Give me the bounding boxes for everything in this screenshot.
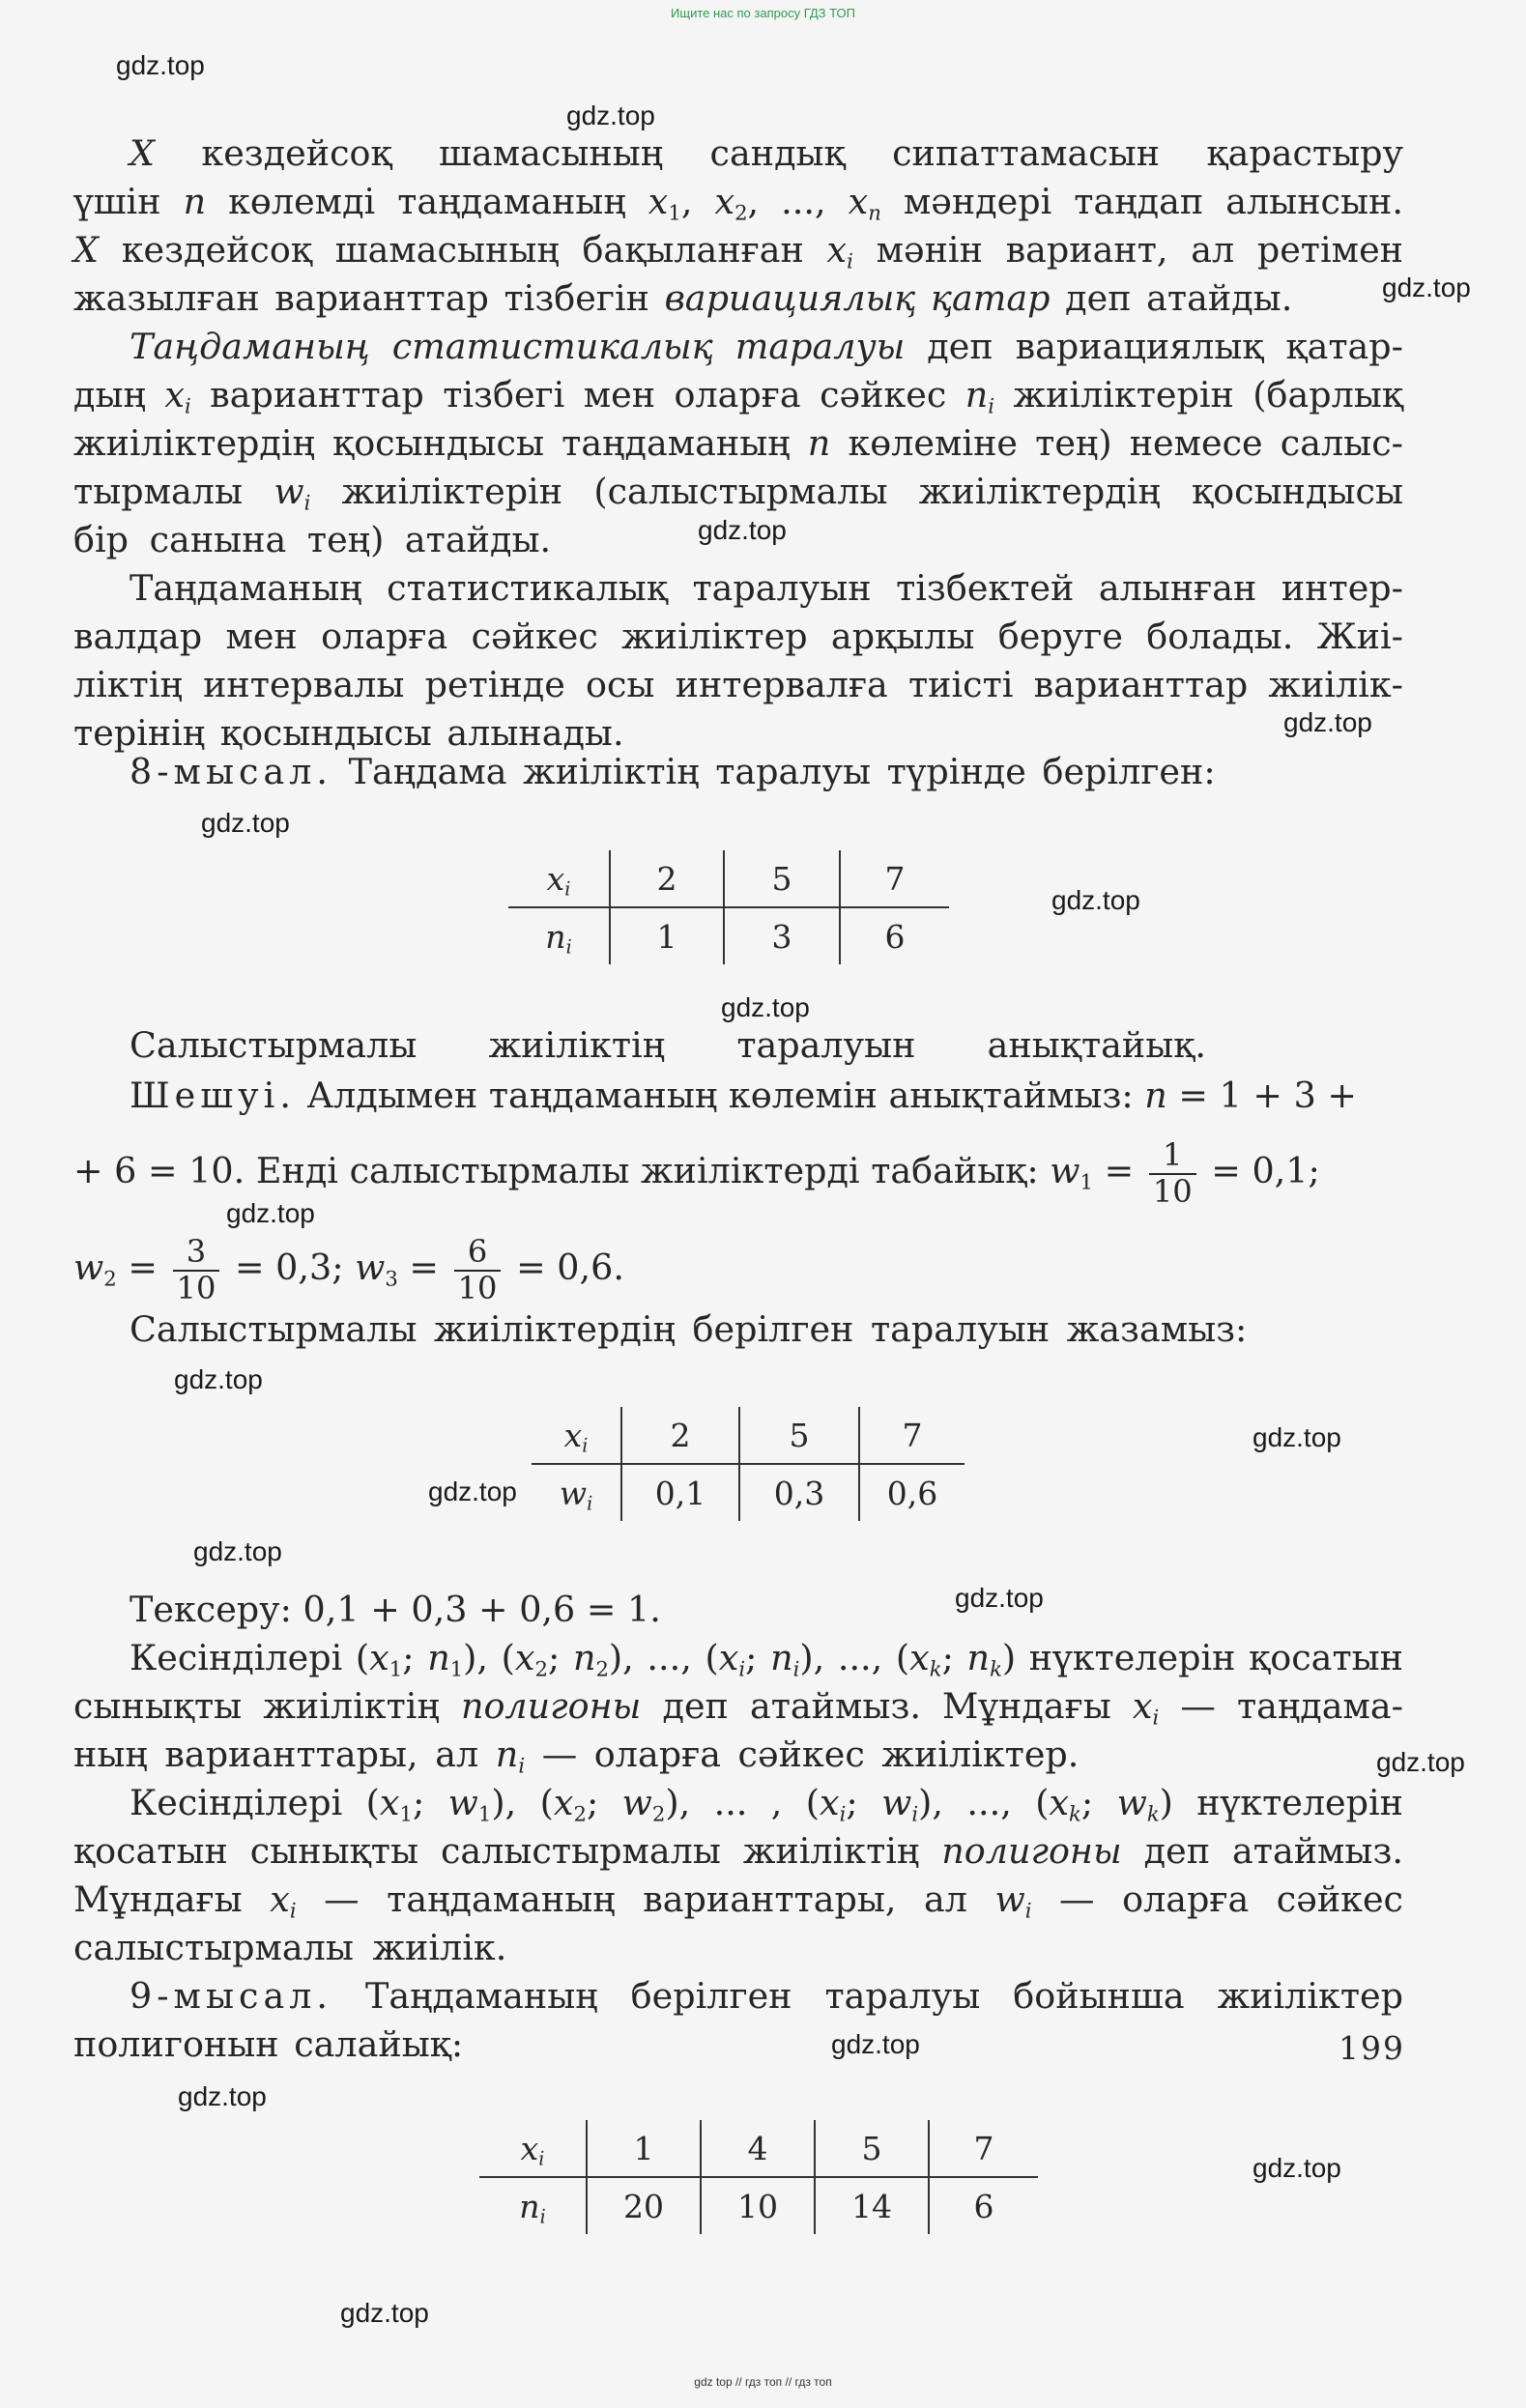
example8-heading: 8-мысал. Таңдама жиіліктің таралуы түрінде берілген: [130,751,1216,792]
table-cell: 1 [610,907,724,964]
para3-line3: ліктің интервалы ретінде осы интервалға тиісті варианттар жиілік- [73,664,1403,705]
table-cell: 0,1 [621,1464,739,1521]
table-cell: 5 [815,2120,929,2177]
table-head-cell: $n_i$ [508,907,610,964]
para2-line1: Таңдаманың статистикалық таралуы деп вариациялық қатар- [130,326,1403,367]
watermark: gdz.top [193,1536,282,1566]
example9-heading-line2: полигонын салайық: [73,2023,464,2065]
example9-heading: 9-мысал. Таңдаманың берілген таралуы бойынша жиіліктер [130,1975,1403,2017]
watermark: gdz.top [1252,2153,1341,2183]
watermark: gdz.top [721,992,810,1022]
bottom-banner: gdz top // гдз топ // гдз топ [694,2375,832,2389]
watermark: gdz.top [340,2298,429,2328]
example8-rel-table [532,1407,965,1521]
watermark: gdz.top [1051,885,1140,915]
para1-line1: X кездейсоқ шамасының сандық сипаттамасын қарастыру [130,132,1403,174]
para3-line1: Таңдаманың статистикалық таралуын тізбектей алынған интер- [130,567,1403,609]
para4-line2: сынықты жиіліктің полигоны деп атаймыз. Мұндағы $x_i$ — таңдама- [73,1685,1404,1730]
table-cell: 3 [724,907,840,964]
example8-table [508,850,949,964]
para2-line4: тырмалы $w_i$ жиіліктерін (салыстырмалы жиіліктердің қосындысы [73,471,1403,515]
table-head-cell: $n_i$ [479,2177,587,2234]
table-cell: 14 [815,2177,929,2234]
example8-task: Салыстырмалы жиіліктің таралуын анықтайық. [130,1024,1206,1066]
para5-line1: Кесінділері ($x_1$; $w_1$), ($x_2$; $w_2$), ... , ($x_i$; $w_i$), ..., ($x_k$; $w_k$) нүктелерін [130,1782,1404,1826]
table-cell: 6 [884,917,906,956]
watermark: gdz.top [201,808,290,838]
table-cell: 0,3 [739,1464,859,1521]
example8-rel-text: Салыстырмалы жиіліктердің берілген таралуын жазамыз: [130,1308,1248,1350]
table-cell: 10 [701,2177,815,2234]
para1-line4: жазылған варианттар тізбегін вариациялық қатар деп атайды. [73,277,1293,319]
watermark: gdz.top [116,50,205,80]
para3-line4: терінің қосындысы алынады. [73,712,624,754]
table-cell: 0,6 [886,1474,938,1512]
para5-line3: Мұндағы $x_i$ — таңдаманың варианттары, ал $w_i$ — оларға сәйкес [73,1878,1403,1923]
example8-solution-line3: $w_2$ = $\frac{3}{10}$ = 0,3; $w_3$ = $\frac{6}{10}$ = 0,6. [73,1232,624,1306]
table-head-cell: $x_i$ [532,1407,621,1464]
watermark: gdz.top [1283,707,1372,737]
top-banner: Ищите нас по запросу ГДЗ ТОП [671,6,855,20]
watermark: gdz.top [566,100,655,130]
table-cell: 2 [621,1407,739,1464]
watermark: gdz.top [174,1364,263,1394]
para2-line3: жиіліктердің қосындысы таңдаманың n көлеміне тең) немесе салыс- [73,422,1403,464]
table-cell: 20 [587,2177,701,2234]
para1-line2: үшін n көлемді таңдаманың $x_1$, $x_2$, ..., $x_n$ мәндері таңдап алынсын. [73,181,1403,225]
table-head-cell: $x_i$ [479,2120,587,2177]
para5-line2: қосатын сынықты салыстырмалы жиіліктің полигоны деп атаймыз. [73,1830,1403,1872]
table-cell: 2 [610,850,724,907]
example8-check: Тексеру: 0,1 + 0,3 + 0,6 = 1. [130,1589,661,1630]
table-cell: 5 [724,850,840,907]
fraction: $\frac{3}{10}$ [173,1235,220,1306]
para4-line1: Кесінділері ($x_1$; $n_1$), ($x_2$; $n_2$), ..., ($x_i$; $n_i$), ..., ($x_k$; $n_k$) нүктелерін қосатын [130,1637,1404,1681]
page-number: 199 [1339,2029,1405,2067]
table-cell: 5 [739,1407,859,1464]
watermark: gdz.top [955,1583,1044,1613]
para4-line3: ның варианттары, ал $n_i$ — оларға сәйкес жиіліктер. [73,1734,1080,1778]
para1-line3: X кездейсоқ шамасының бақыланған $x_i$ мәнін вариант, ал ретімен [73,229,1403,273]
para2-line2: дың $x_i$ варианттар тізбегі мен оларға сәйкес $n_i$ жиіліктерін (барлық [73,374,1404,418]
example8-solution-line2: + 6 = 10. Енді салыстырмалы жиіліктерді табайық: $w_1$ = $\frac{1}{10}$ = 0,1; [73,1135,1320,1210]
para3-line2: валдар мен оларға сәйкес жиіліктер арқылы беруге болады. Жиі- [73,616,1403,657]
fraction: $\frac{1}{10}$ [1149,1138,1196,1210]
table-cell: 7 [859,1407,965,1464]
watermark: gdz.top [698,515,787,545]
watermark: gdz.top [226,1198,315,1228]
para2-line5: бір санына тең) атайды. [73,519,552,560]
example9-table [479,2120,1038,2234]
example8-solution-line1: Шешуі. Алдымен таңдаманың көлемін анықтаймыз: n = 1 + 3 + [130,1075,1358,1116]
watermark: gdz.top [178,2081,267,2111]
table-cell: 7 [840,850,949,907]
watermark: gdz.top [1382,272,1471,302]
table-cell: 7 [929,2120,1038,2177]
table-head-cell: $w_i$ [532,1464,621,1521]
watermark: gdz.top [1252,1422,1341,1452]
table-head-cell: $x_i$ [508,850,610,907]
table-cell: 1 [587,2120,701,2177]
para5-line4: салыстырмалы жиілік. [73,1927,507,1968]
table-cell: 6 [973,2187,994,2225]
table-cell: 4 [701,2120,815,2177]
watermark: gdz.top [1376,1747,1465,1777]
watermark: gdz.top [831,2029,920,2059]
watermark: gdz.top [428,1476,517,1506]
fraction: $\frac{6}{10}$ [454,1235,502,1306]
